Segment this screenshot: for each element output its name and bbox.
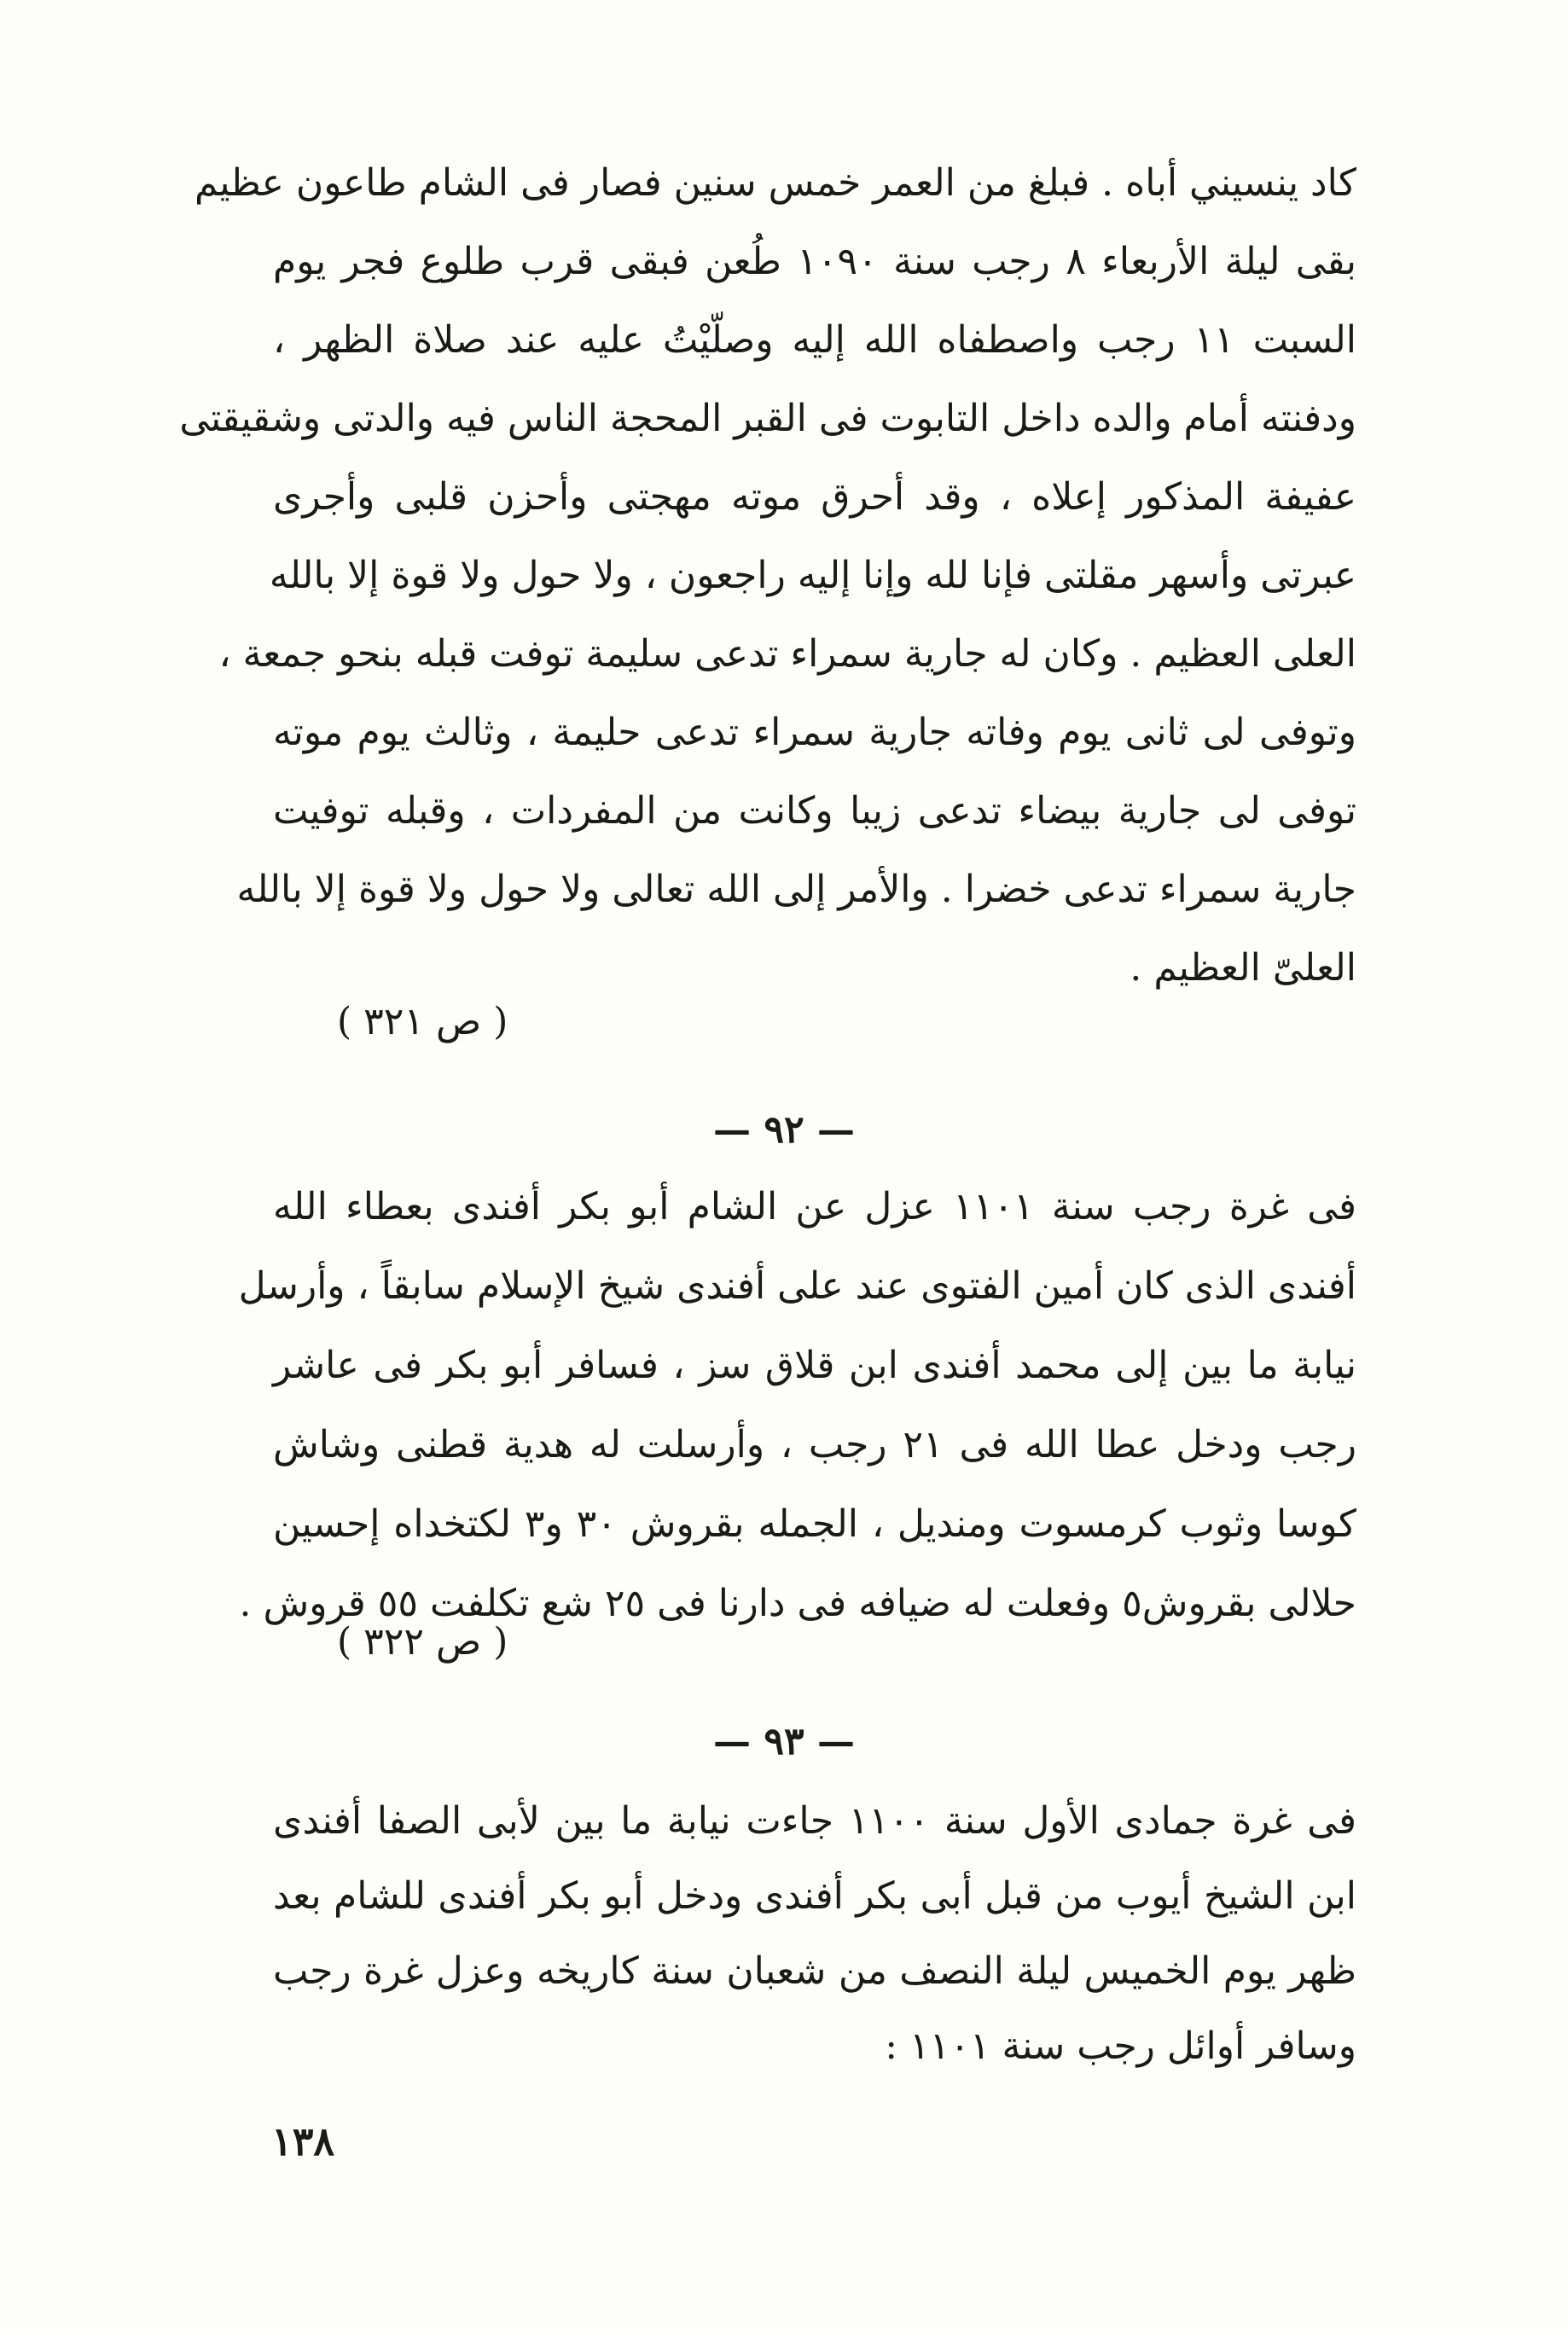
entry-number-heading: — ٩٣ — [713,1720,855,1763]
text-line: فى غرة جمادى الأول سنة ١١٠٠ جاءت نيابة ما بين لأبى الصفا أفندى [273,1799,1356,1843]
text-line: رجب ودخل عطا الله فى ٢١ رجب ، وأرسلت له هدية قطنى وشاش [273,1423,1356,1467]
text-line: وسافر أوائل رجب سنة ١١٠١ : [885,2024,1356,2068]
text-line: فى غرة رجب سنة ١١٠١ عزل عن الشام أبو بكر أفندى بعطاء الله [273,1185,1356,1228]
text-line: ظهر يوم الخميس ليلة النصف من شعبان سنة كاريخه وعزل غرة رجب [273,1949,1356,1993]
text-line: جارية سمراء تدعى خضرا . والأمر إلى الله تعالى ولا حول ولا قوة إلا بالله [236,868,1356,911]
text-line: حلالى بقروش٥ وفعلت له ضيافه فى دارنا فى ٢٥ شع تكلفت ٥٥ قروش . [239,1582,1356,1625]
text-line: ابن الشيخ أيوب من قبل أبى بكر أفندى ودخل أبو بكر أفندى للشام بعد [273,1874,1356,1918]
text-line: عفيفة المذكور إعلاه ، وقد أحرق موته مهجتى وأحزن قلبى وأجرى [273,475,1356,519]
text-line: نيابة ما بين إلى محمد أفندى ابن قلاق سز ، فسافر أبو بكر فى عاشر [273,1344,1356,1387]
text-line: السبت ١١ رجب واصطفاه الله إليه وصلّيْتُ عليه عند صلاة الظهر ، [273,318,1356,362]
text-line: عبرتى وأسهر مقلتى فإنا لله وإنا إليه راجعون ، ولا حول ولا قوة إلا بالله [269,554,1356,597]
text-line: وتوفى لى ثانى يوم وفاته جارية سمراء تدعى حليمة ، وثالث يوم موته [273,711,1356,754]
text-line: بقى ليلة الأربعاء ٨ رجب سنة ١٠٩٠ طُعن فبقى قرب طلوع فجر يوم [273,240,1356,283]
page-reference: ( ص ٣٢١ ) [337,1000,508,1043]
page-number: ١٣٨ [271,2118,335,2164]
text-line: كاد ينسيني أباه . فبلغ من العمر خمس سنين فصار فى الشام طاعون عظيم [195,161,1356,205]
page-reference: ( ص ٣٢٢ ) [337,1620,508,1664]
text-line: كوسا وثوب كرمسوت ومنديل ، الجمله بقروش ٣٠ و٣ لكتخداه إحسين [273,1502,1356,1546]
text-line: أفندى الذى كان أمين الفتوى عند على أفندى شيخ الإسلام سابقاً ، وأرسل [238,1264,1356,1308]
text-line: ودفنته أمام والده داخل التابوت فى القبر المحجة الناس فيه والدتى وشقيقتى [179,397,1356,440]
text-line: العلى العظيم . وكان له جارية سمراء تدعى سليمة توفت قبله بنحو جمعة ، [218,632,1356,676]
text-line: العلىّ العظيم . [1130,946,1356,990]
entry-number-heading: — ٩٢ — [713,1108,855,1152]
text-line: توفى لى جارية بيضاء تدعى زيبا وكانت من المفردات ، وقبله توفيت [273,789,1356,833]
